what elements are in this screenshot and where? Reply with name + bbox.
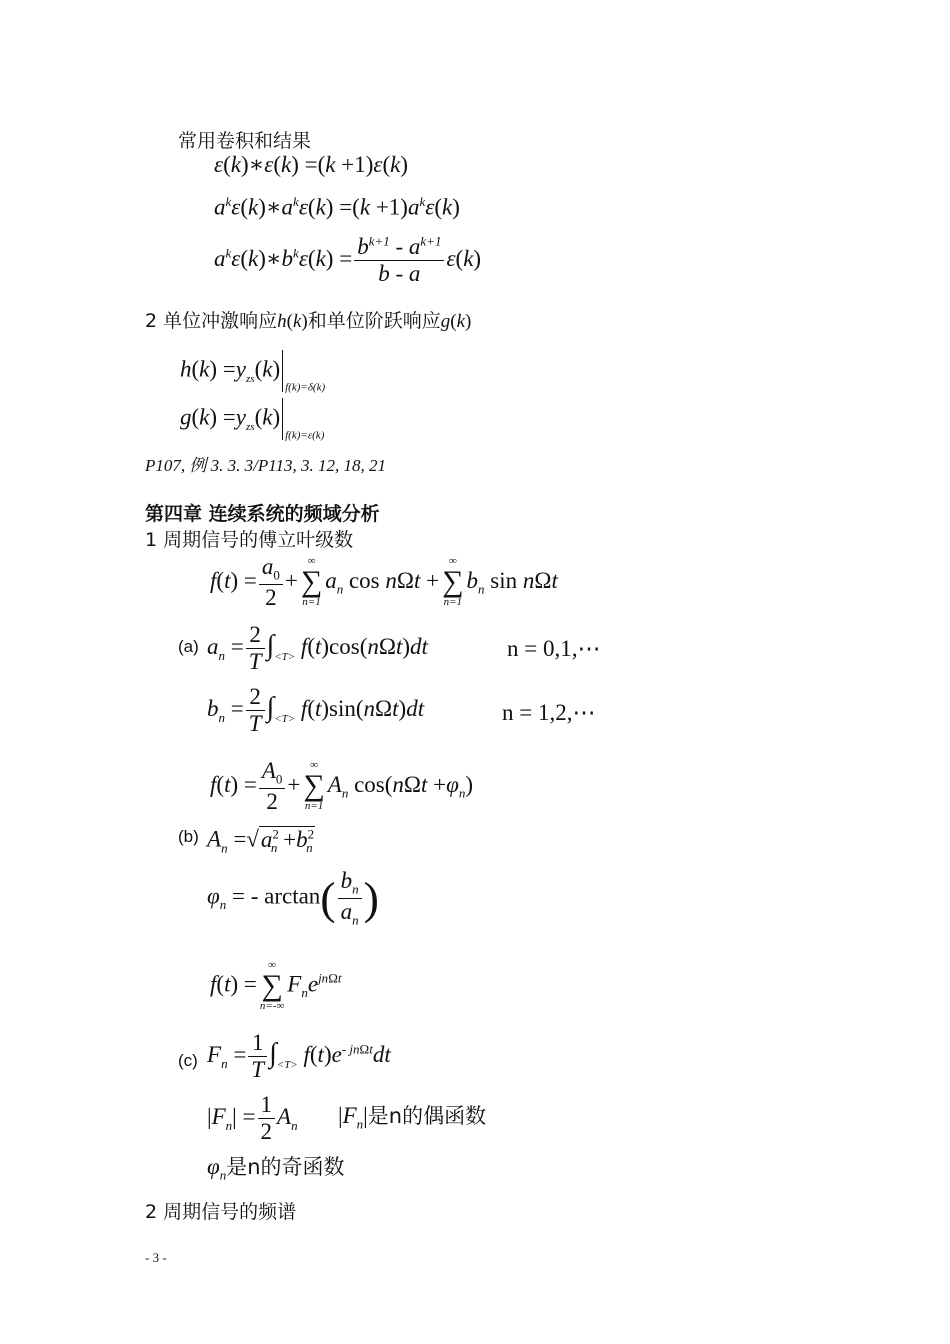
- conv-equation-2: $a^k\varepsilon(k)∗a^k\varepsilon(k) =(k +1)a^k\varepsilon(k)$: [214, 194, 460, 220]
- section-2-title: 2 单位冲激响应h(k)和单位阶跃响应g(k): [145, 310, 472, 332]
- fourier-coefficient-Fn: $F_n$ = $\frac{1}{T}$ $\int_{<T>}$ $f(t)e^{- jn\Omega t}dt$: [207, 1030, 391, 1083]
- page-number: - 3 -: [145, 1250, 167, 1265]
- step-response-equation: $g(k) =y_{zs}(k)_{f(k)=\varepsilon(k)}$: [180, 398, 324, 441]
- conv-equation-1: ε(k)∗ε(k) =(k +1)ε(k): [214, 152, 409, 177]
- impulse-response-equation: $h(k) =y_{zs}(k)_{f(k)=\delta(k)}$: [180, 350, 325, 393]
- label-a: (a): [178, 637, 199, 656]
- label-c: (c): [178, 1051, 198, 1070]
- fourier-amplitude-phase-series: f(t) = $\frac{A_0}{2}$ + ∞ ∑ n=1 $A_n$ $\cos(n\Omega t +\varphi_n)$: [210, 758, 474, 814]
- magnitude-Fn: $|F_n|$ = $\frac{1}{2}$ $A_n$: [207, 1092, 298, 1145]
- fourier-exponential-series: f(t) = ∞ ∑ n=-∞ $F_ne^{jn\Omega t}$: [210, 959, 342, 1012]
- spectrum-title: 2 周期信号的频谱: [145, 1201, 297, 1223]
- fourier-trig-series: f(t) = $\frac{a_0}{2}$ + ∞ ∑ n=1 $a_n$ cos nΩt + ∞ ∑ n=1 $b_n$ sin nΩt: [210, 554, 558, 610]
- fourier-series-title: 1 周期信号的傅立叶级数: [145, 529, 354, 551]
- phase-odd-note: $\varphi_n$是n的奇函数: [207, 1154, 345, 1183]
- fourier-coefficient-an: $a_n$ = $\frac{2}{T}$ $\int_{<T>}$ f(t)cos(nΩt)dt: [207, 622, 428, 675]
- amplitude-An: $A_n =√a^2_n +b^2_n$: [207, 826, 315, 856]
- magnitude-even-note: $|F_n|$是n的偶函数: [338, 1103, 487, 1132]
- n-range-a: n = 0,1,⋯: [507, 636, 601, 661]
- conv-equation-3: $a^k\varepsilon(k)∗b^k\varepsilon(k)$ = $\frac{b^{k+1} - a^{k+1}}{b - a}$ ε(k): [214, 233, 482, 287]
- chapter-title: 第四章 连续系统的频域分析: [145, 503, 380, 525]
- reference-line: P107, 例 3. 3. 3/P113, 3. 12, 18, 21: [145, 456, 386, 475]
- label-b: (b): [178, 827, 199, 846]
- conv-results-title: 常用卷积和结果: [178, 130, 312, 152]
- phase-phin: $\varphi_n$ = - arctan( $\frac{b_n}{a_n}$ ): [207, 868, 379, 928]
- n-range-b: n = 1,2,⋯: [502, 700, 596, 725]
- fourier-coefficient-bn: $b_n$ = $\frac{2}{T}$ $\int_{<T>}$ f(t)sin(nΩt)dt: [207, 684, 425, 737]
